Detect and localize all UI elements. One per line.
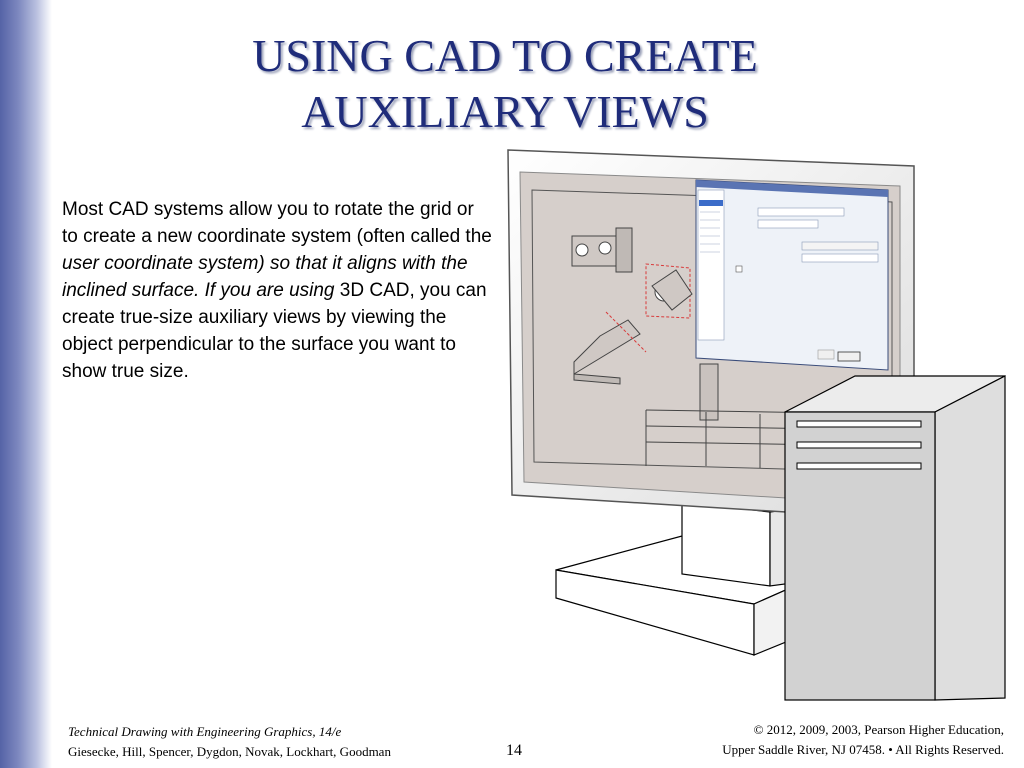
drive-slot-1 (797, 421, 921, 427)
drive-slot-2 (797, 442, 921, 448)
slide-title-line-2: AUXILIARY VIEWS (301, 86, 709, 137)
body-text-part-2: 3D CAD, you can create true-size auxiliary views by viewing the object perpendicular to the surface you want to show true size. (62, 280, 487, 382)
body-text-italic: user coordinate system) so that it aligns with the inclined surface. If you are using (62, 253, 468, 301)
copyright-line-2: Upper Saddle River, NJ 07458. • All Rights Reserved. (722, 742, 1004, 757)
drive-slot-3 (797, 463, 921, 469)
footer-copyright (722, 720, 1004, 760)
footer-book-info (68, 722, 391, 762)
footer-authors: Giesecke, Hill, Spencer, Dygdon, Novak, Lockhart, Goodman (68, 744, 391, 759)
computer-tower (785, 376, 1005, 700)
copyright-line-1: © 2012, 2009, 2003, Pearson Higher Education, (753, 722, 1004, 737)
cad-dialog-window (696, 180, 888, 370)
monitor-stand-neck (682, 502, 800, 586)
footer-book-title: Technical Drawing with Engineering Graphics, 14/e (68, 724, 342, 739)
page-number: 14 (506, 742, 522, 759)
body-text-part-1: Most CAD systems allow you to rotate the grid or to create a new coordinate system (often called the (62, 199, 492, 247)
slide-title-line-1: USING CAD TO CREATE (252, 30, 758, 81)
